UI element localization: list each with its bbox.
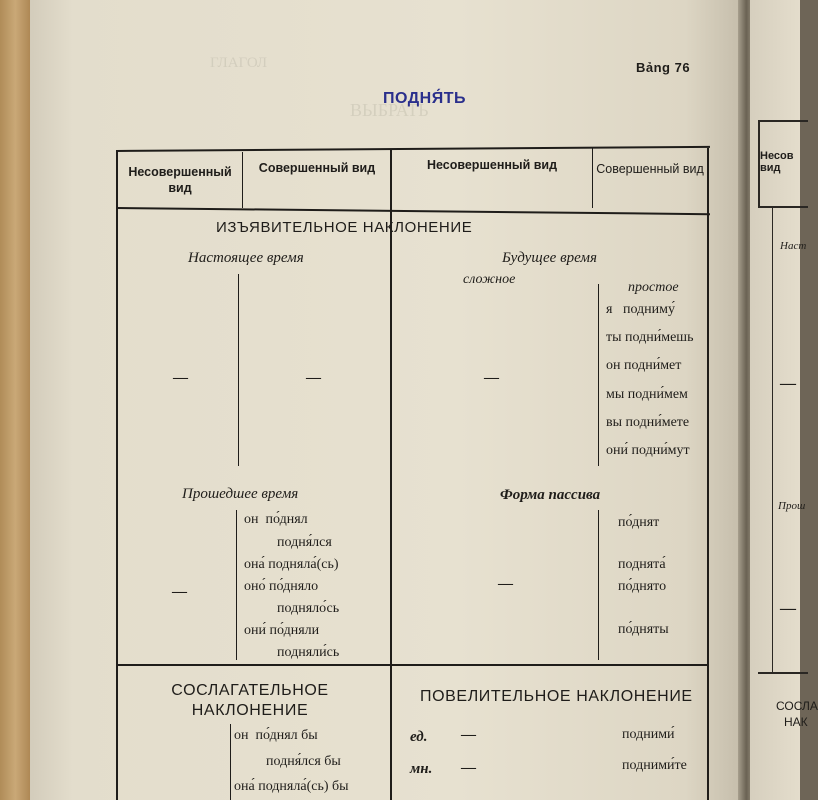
passive-col-divider	[598, 510, 599, 660]
table-border-left	[116, 150, 118, 800]
imperative-number-singular: ед.	[410, 729, 428, 745]
verb-form: по́дняли	[269, 623, 320, 638]
verb-form: по́днял	[265, 512, 308, 527]
imperative-imperfective-plural: —	[461, 760, 476, 776]
list-item	[277, 601, 339, 617]
next-page-mood: СОСЛА	[776, 699, 818, 713]
verb-form: по́дняло	[269, 579, 319, 594]
header-col-divider	[242, 152, 243, 208]
pronoun: она́	[244, 557, 265, 572]
verb-form: подня́лся бы	[266, 754, 341, 769]
next-page-border	[758, 206, 808, 208]
pronoun: он	[244, 512, 259, 527]
header-imperfective-right: Несовершенный вид	[426, 158, 558, 172]
pronoun: они́	[606, 443, 628, 458]
passive-imperfective-value: —	[498, 576, 513, 592]
verb-form: подни́мет	[624, 358, 682, 373]
pronoun: оно́	[244, 579, 266, 594]
imperative-imperfective-singular: —	[461, 727, 476, 743]
list-item	[244, 623, 319, 639]
verb-form: по́днял бы	[255, 728, 318, 743]
past-imperfective-value: —	[172, 584, 187, 600]
imperative-number-plural: мн.	[410, 761, 433, 777]
passive-form-neut: по́днято	[618, 579, 667, 594]
next-page-dash: —	[780, 375, 796, 392]
verb-title: ПОДНЯ́ТЬ	[383, 90, 466, 107]
pronoun: он	[234, 728, 249, 743]
verb-form: подниму́	[622, 302, 676, 317]
passive-form-masc: по́днят	[618, 515, 660, 530]
list-item	[277, 645, 339, 661]
verb-form: подняла́(сь) бы	[258, 779, 349, 794]
imperative-perfective-plural: подними́те	[622, 758, 687, 773]
table-center-divider	[390, 150, 392, 800]
next-page-border	[758, 672, 808, 674]
next-page-border	[772, 208, 773, 673]
table-border-right	[707, 148, 709, 800]
list-item	[606, 443, 690, 459]
imperative-mood-title: ПОВЕЛИТЕЛЬНОЕ НАКЛОНЕНИЕ	[420, 688, 693, 705]
list-item	[606, 387, 688, 403]
future-compound-label: сложное	[463, 272, 516, 287]
past-tense-label: Прошедшее время	[182, 486, 299, 502]
next-page-dash: —	[780, 600, 796, 617]
future-col-divider	[598, 284, 599, 466]
verb-form: подня́лся	[277, 535, 332, 550]
next-page	[750, 0, 818, 800]
verb-form: подняла́(сь)	[268, 557, 339, 572]
future-tense-label: Будущее время	[502, 250, 597, 266]
pronoun: мы	[606, 387, 625, 402]
list-item	[266, 754, 341, 770]
list-item	[234, 779, 349, 795]
verb-form: подни́мут	[631, 443, 690, 458]
verb-form: подняло́сь	[277, 601, 340, 616]
imperative-perfective-singular: подними́	[622, 727, 675, 742]
pronoun: ты	[606, 330, 622, 345]
next-page-tense: Наст	[780, 240, 807, 252]
next-page-mood: НАК	[784, 715, 808, 729]
header-imperfective-left: Несовершенный вид	[128, 165, 232, 195]
header-perfective-right: Совершенный вид	[596, 162, 704, 176]
subjunctive-col-divider	[230, 724, 231, 800]
list-item	[606, 330, 693, 346]
pronoun: я	[606, 302, 613, 317]
book-edge	[0, 0, 34, 800]
present-col-divider	[238, 274, 239, 466]
list-item	[244, 579, 318, 595]
list-item	[606, 302, 675, 318]
section-rule	[117, 664, 708, 666]
pronoun: он	[606, 358, 621, 373]
verb-form: подни́мем	[627, 387, 688, 402]
list-item	[244, 512, 308, 528]
verb-form: подни́мешь	[625, 330, 694, 345]
list-item	[244, 557, 339, 573]
present-perfective-value: —	[306, 370, 321, 386]
list-item	[234, 728, 318, 744]
pronoun: вы	[606, 415, 623, 430]
header-perfective-left: Совершенный вид	[258, 161, 376, 175]
indicative-mood-title: ИЗЪЯВИТЕЛЬНОЕ НАКЛОНЕНИЕ	[216, 219, 473, 236]
list-item	[606, 415, 689, 431]
verb-form: подняли́сь	[277, 645, 340, 660]
present-imperfective-value: —	[173, 370, 188, 386]
header-col-divider	[592, 148, 593, 208]
show-through-text: ВЫБРАТЬ	[350, 100, 429, 120]
list-item	[277, 535, 332, 551]
present-tense-label: Настоящее время	[188, 250, 304, 266]
next-page-tense: Прош	[778, 500, 806, 512]
next-page-header: Несов вид	[760, 150, 794, 174]
passive-form-fem: поднята́	[618, 557, 666, 572]
pronoun: они́	[244, 623, 266, 638]
subjunctive-mood-title-line2: НАКЛОНЕНИЕ	[191, 702, 309, 719]
pronoun: она́	[234, 779, 255, 794]
page-label: Bảng 76	[636, 60, 691, 75]
future-simple-label: простое	[628, 280, 679, 295]
future-compound-value: —	[484, 370, 499, 386]
next-page-border	[758, 120, 808, 122]
passive-form-label: Форма пассива	[500, 487, 601, 503]
subjunctive-mood-title-line1: СОСЛАГАТЕЛЬНОЕ	[171, 682, 329, 699]
show-through-text: ГЛАГОЛ	[210, 55, 268, 71]
list-item	[606, 358, 681, 374]
verb-form: подни́мете	[625, 415, 690, 430]
passive-form-plural: по́дняты	[618, 622, 669, 637]
past-col-divider	[236, 510, 237, 660]
